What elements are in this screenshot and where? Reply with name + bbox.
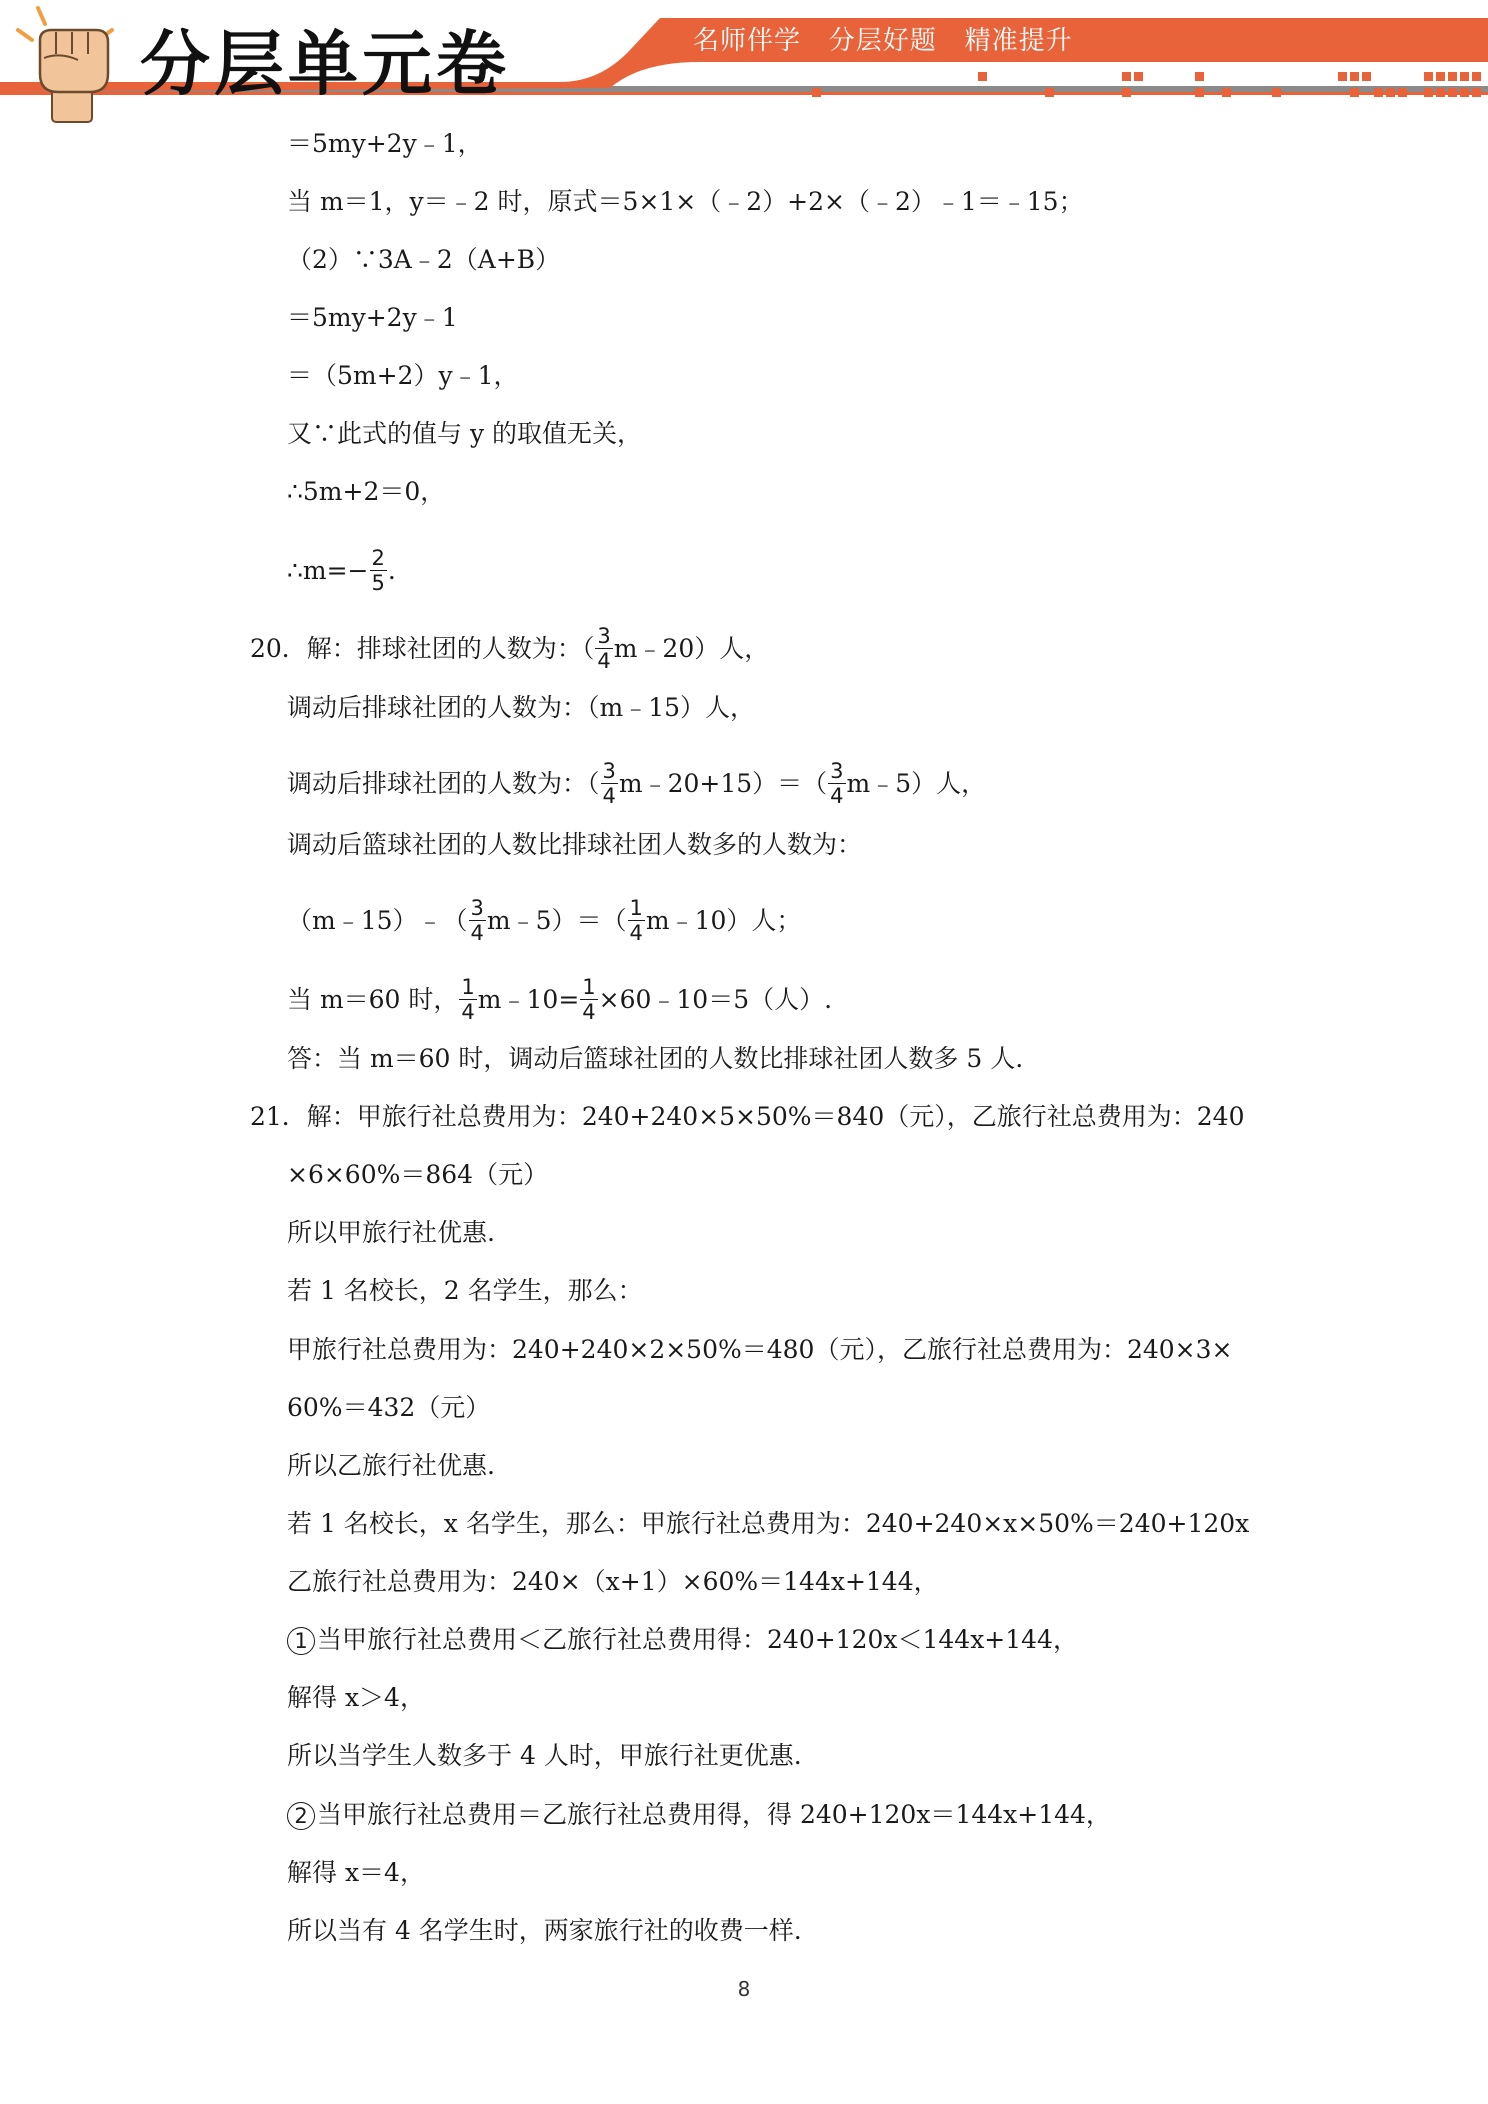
- header-slogan: 名师伴学 分层好题 精准提升: [693, 26, 1073, 56]
- text-line: （m﹣15）﹣（ $\frac{3}{4}$ m﹣5）＝（ $\frac{1}{4}$ m﹣10）人；: [287, 896, 802, 945]
- fraction: $\frac{1}{4}$: [629, 896, 643, 945]
- text-line: 当 m＝1，y＝﹣2 时，原式＝5×1×（﹣2）+2×（﹣2）﹣1＝﹣15；: [287, 187, 1084, 216]
- text-line: 调动后排球社团的人数为：（m﹣15）人，: [287, 693, 756, 722]
- circled-number: 2: [287, 1802, 315, 1830]
- fraction: $\frac{1}{4}$: [582, 975, 596, 1024]
- text-line: 所以甲旅行社优惠.: [287, 1218, 495, 1247]
- fraction: $\frac{1}{4}$: [461, 975, 475, 1024]
- circled-number: 1: [287, 1627, 315, 1655]
- text-line: ＝5my+2y﹣1，: [287, 129, 483, 158]
- text-line: 乙旅行社总费用为：240×（x+1）×60%＝144x+144，: [287, 1567, 939, 1596]
- text-line: 当 m＝60 时， $\frac{1}{4}$ m﹣10= $\frac{1}{4}$ ×60﹣10＝5（人）.: [287, 975, 833, 1024]
- text-line: 1 当甲旅行社总费用＜乙旅行社总费用得：240+120x＜144x+144，: [287, 1624, 1078, 1656]
- text-line: ∴5m+2＝0，: [287, 477, 446, 506]
- text-line: 又∵此式的值与 y 的取值无关，: [287, 419, 643, 448]
- text-line: 20．解：排球社团的人数为：（ $\frac{3}{4}$ m﹣20）人，: [250, 624, 770, 673]
- text-line: 若 1 名校长，2 名学生，那么：: [287, 1276, 643, 1305]
- text-line: 答：当 m＝60 时，调动后篮球社团的人数比排球社团人数多 5 人.: [287, 1044, 1024, 1073]
- text-line: 60%＝432（元）: [287, 1393, 491, 1422]
- text-line: ＝5my+2y﹣1: [287, 303, 458, 332]
- fraction: $\frac{3}{4}$: [470, 896, 484, 945]
- text-line: 2 当甲旅行社总费用＝乙旅行社总费用得，得 240+120x＝144x+144，: [287, 1799, 1111, 1831]
- fraction: $\frac{3}{4}$: [602, 759, 616, 808]
- text-line: ＝（5m+2）y﹣1，: [287, 361, 519, 390]
- text-line: 所以当学生人数多于 4 人时，甲旅行社更优惠.: [287, 1741, 802, 1770]
- text-line: 调动后排球社团的人数为：（ $\frac{3}{4}$ m﹣20+15）＝（ $\frac{3}{4}$ m﹣5）人，: [287, 759, 987, 808]
- text-line: 若 1 名校长，x 名学生，那么：甲旅行社总费用为：240+240×x×50%＝240+120x: [287, 1509, 1250, 1538]
- text-line: 所以乙旅行社优惠.: [287, 1451, 495, 1480]
- fraction: $\frac{2}{5}$: [371, 546, 385, 595]
- fraction: $\frac{3}{4}$: [597, 624, 611, 673]
- brand-title: 分层单元卷: [140, 23, 510, 105]
- text-line: 甲旅行社总费用为：240+240×2×50%＝480（元），乙旅行社总费用为：240×3×: [287, 1335, 1233, 1364]
- text-line: 所以当有 4 名学生时，两家旅行社的收费一样.: [287, 1916, 802, 1945]
- text-line: 21．解：甲旅行社总费用为：240+240×5×50%＝840（元），乙旅行社总费用为：240: [250, 1102, 1245, 1131]
- text-line: （2）∵3A﹣2（A+B）: [287, 245, 561, 274]
- text-line: 调动后篮球社团的人数比排球社团人数多的人数为：: [287, 830, 863, 859]
- text-line: 解得 x＞4，: [287, 1683, 425, 1712]
- page-number: 8: [737, 1977, 751, 2001]
- text-line: ×6×60%＝864（元）: [287, 1160, 549, 1189]
- text-line: 解得 x＝4，: [287, 1858, 425, 1887]
- text-line: ∴m=− $\frac{2}{5}$ .: [287, 546, 396, 595]
- fraction: $\frac{3}{4}$: [830, 759, 844, 808]
